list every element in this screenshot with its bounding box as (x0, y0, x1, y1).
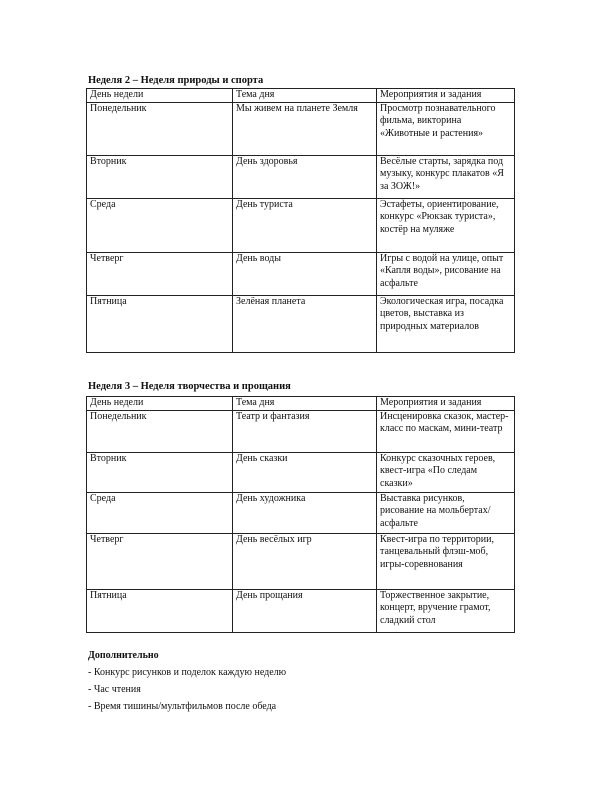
additional-item: - Время тишины/мультфильмов после обеда (88, 701, 277, 712)
additional-title: Дополнительно (88, 650, 159, 661)
table-row (87, 589, 515, 632)
table-row (87, 252, 515, 295)
activities-cell: Эстафеты, ориентирование, конкурс «Рюкзак туриста», костёр на муляже (377, 198, 515, 252)
activities-cell: Торжественное закрытие, концерт, вручение грамот, сладкий стол (377, 589, 515, 632)
week2-title: Неделя 2 – Неделя природы и спорта (88, 75, 264, 86)
additional-item: - Час чтения (88, 684, 141, 695)
day-cell: Пятница (87, 589, 233, 632)
theme-cell: День весёлых игр (233, 533, 377, 589)
activities-cell: Просмотр познавательного фильма, викторина «Животные и растения» (377, 102, 515, 155)
table-header-row (87, 397, 515, 411)
activities-cell: Игры с водой на улице, опыт «Капля воды», рисование на асфальте (377, 252, 515, 295)
table-row (87, 155, 515, 198)
table-row (87, 102, 515, 155)
activities-cell: Весёлые старты, зарядка под музыку, конкурс плакатов «Я за ЗОЖ!» (377, 155, 515, 198)
table-row (87, 492, 515, 533)
table-row (87, 295, 515, 352)
theme-cell: Мы живем на планете Земля (233, 102, 377, 155)
header-theme: Тема дня (233, 89, 377, 103)
day-cell: Понедельник (87, 410, 233, 452)
day-cell: Понедельник (87, 102, 233, 155)
day-cell: Среда (87, 492, 233, 533)
day-cell: Четверг (87, 533, 233, 589)
theme-cell: День художника (233, 492, 377, 533)
header-activities: Мероприятия и задания (377, 397, 515, 411)
activities-cell: Конкурс сказочных героев, квест-игра «По следам сказки» (377, 452, 515, 492)
theme-cell: День сказки (233, 452, 377, 492)
table-row (87, 198, 515, 252)
activities-cell: Выставка рисунков, рисование на мольбертах/асфальте (377, 492, 515, 533)
theme-cell: День здоровья (233, 155, 377, 198)
table-row (87, 533, 515, 589)
day-cell: Четверг (87, 252, 233, 295)
activities-cell: Инсценировка сказок, мастер-класс по маскам, мини-театр (377, 410, 515, 452)
week3-title: Неделя 3 – Неделя творчества и прощания (88, 381, 291, 392)
header-theme: Тема дня (233, 397, 377, 411)
day-cell: Пятница (87, 295, 233, 352)
day-cell: Вторник (87, 452, 233, 492)
table-row (87, 410, 515, 452)
additional-item: - Конкурс рисунков и поделок каждую неделю (88, 667, 287, 678)
additional-section (88, 647, 286, 715)
theme-cell: Зелёная планета (233, 295, 377, 352)
table-header-row (87, 89, 515, 103)
header-day: День недели (87, 397, 233, 411)
theme-cell: День прощания (233, 589, 377, 632)
theme-cell: Театр и фантазия (233, 410, 377, 452)
header-day: День недели (87, 89, 233, 103)
theme-cell: День воды (233, 252, 377, 295)
activities-cell: Квест-игра по территории, танцевальный флэш-моб, игры-соревнования (377, 533, 515, 589)
header-activities: Мероприятия и задания (377, 89, 515, 103)
activities-cell: Экологическая игра, посадка цветов, выставка из природных материалов (377, 295, 515, 352)
theme-cell: День туриста (233, 198, 377, 252)
day-cell: Среда (87, 198, 233, 252)
week3-table (86, 396, 515, 633)
week2-table (86, 88, 515, 353)
day-cell: Вторник (87, 155, 233, 198)
table-row (87, 452, 515, 492)
